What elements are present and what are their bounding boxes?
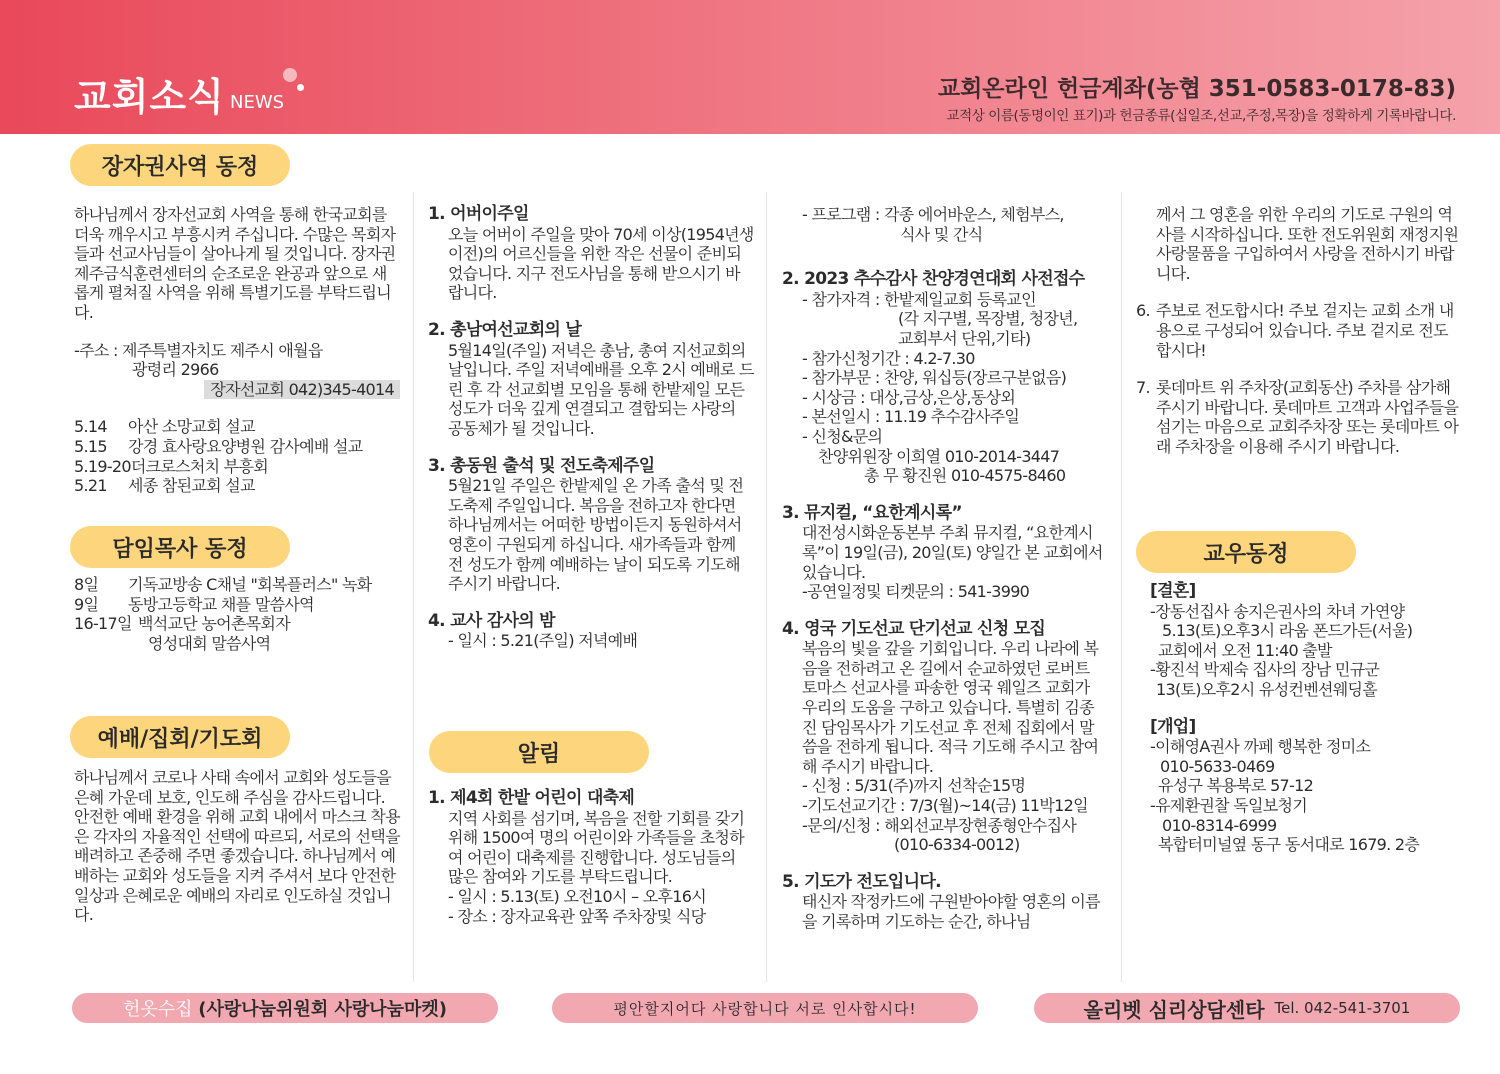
list-item: 유성구 복용북로 57-12 (1158, 776, 1314, 796)
footer-clothing-drive: 헌옷수집 (사랑나눔위원회 사랑나눔마켓) (72, 993, 498, 1023)
announcement-3-text: 대전성시화운동본부 주최 뮤지컬, “요한계시록”이 19일(금), 20일(토) 양일간 본 교회에서 있습니다. (802, 523, 1103, 582)
footer-counseling-center: 올리벳 심리상담센타 Tel. 042-541-3701 (1034, 993, 1460, 1023)
list-item: 5.13(토)오후3시 라움 폰드가든(서울) (1162, 621, 1413, 641)
list-item: 5.21 세종 참된교회 설교 (74, 476, 255, 496)
section-worship-heading: 예배/집회/기도회 (70, 716, 290, 758)
list-item: 8일 기독교방송 C채널 "회복플러스" 녹화 (74, 575, 372, 594)
column-3 (782, 205, 1108, 932)
list-item: 9일 동방고등학교 채플 말씀사역 (74, 594, 314, 614)
announcement-6-text: 주보로 전도합시다! 주보 겉지는 교회 소개 내용으로 구성되어 있습니다. 주보 겉지로 전도합시다! (1156, 301, 1454, 360)
list-item: 5.14 아산 소망교회 설교 (74, 417, 255, 437)
list-item: 교회에서 오전 11:40 출발 (1158, 640, 1332, 660)
notice-2-title: 2. 총남여선교회의 날 (428, 319, 582, 340)
footer-greeting: 평안할지어다 사랑합니다 서로 인사합시다! (552, 993, 978, 1023)
notice-4-title: 4. 교사 감사의 밤 (428, 610, 555, 631)
column-1 (74, 205, 400, 496)
announcement-4-title: 4. 영국 기도선교 단기선교 신청 모집 (782, 618, 1046, 639)
announcement-2-title: 2. 2023 추수감사 찬양경연대회 사전접수 (782, 269, 1085, 290)
announcement-2-line: - 신청&문의 (802, 426, 883, 446)
decor-dot-icon (283, 68, 297, 82)
announcement-1 (428, 789, 754, 926)
jangja-schedule (74, 417, 400, 495)
announcement-4-line: (010-6334-0012) (894, 835, 1020, 855)
list-item: -이해영A권사 까페 행복한 정미소 (1150, 737, 1371, 757)
members-news (1150, 582, 1470, 855)
list-item: 5.19-20 더크로스처치 부흥회 (74, 456, 269, 476)
announcement-2-line: 찬양위원장 이희열 010-2014-3447 (818, 446, 1060, 466)
announcement-2-line: - 참가신청기간 : 4.2-7.30 (802, 348, 975, 368)
wedding-heading: [결혼] (1150, 581, 1196, 601)
announcement-1-title: 1. 제4회 한밭 어린이 대축제 (428, 788, 635, 808)
page-title: 교회소식 (74, 75, 225, 119)
list-item: -장동선집사 송지은권사의 차녀 가연양 (1150, 601, 1405, 621)
jangja-address-cont: 광령리 2966 (132, 360, 219, 380)
column-2 (428, 205, 754, 651)
notice-2-text: 5월14일(주일) 저녁은 총남, 총여 지선교회의 날입니다. 주일 저녁예배를 오후 2시 예배로 드린 후 각 선교회별 모임을 통해 한밭제일 모든 성도가 더욱 깊게 연결되고 결합되는 사랑의 공동체가 될 것입니다. (448, 340, 754, 438)
opening-heading: [개업] (1150, 716, 1196, 737)
column-divider (413, 192, 414, 982)
notice-3-text: 5월21일 주일은 한밭제일 온 가족 출석 및 전도축제 주일입니다. 복음을 전하고자 한다면 하나님께서는 어떠한 방법이든지 동원하셔서 영혼이 구원되게 하십니다. 새가족들과 함께 전 성도가 함께 예배하는 날이 되도록 기도해 주시기 바랍니다. (448, 476, 744, 594)
list-item: 복합터미널옆 동구 동서대로 1679. 2층 (1158, 835, 1420, 855)
list-item: 16-17일 백석교단 농어촌목회자 (74, 614, 290, 634)
announcement-7: 7. 롯데마트 위 주차장(교회동산) 주차를 삼가해 주시기 바랍니다. 롯데마트 고객과 사업주들을 섬기는 마음으로 교회주차장 또는 롯데마트 아래 주차장을 이용해 주시기 바랍니다. (1136, 378, 1462, 456)
bank-account-title: 교회온라인 헌금계좌(농협 351-0583-0178-83) (937, 76, 1456, 102)
announcement-3-inquiry: -공연일정및 티켓문의 : 541-3990 (802, 582, 1030, 602)
announcement-4-line: - 신청 : 5/31(주)까지 선착순15명 (802, 776, 1026, 796)
worship-text-block (74, 768, 400, 925)
announcement-2-line: (각 지구별, 목장별, 청장년, (898, 309, 1078, 329)
announcement-2-line: - 시상금 : 대상,금상,은상,동상외 (802, 387, 1016, 407)
announcement-2-line: - 참가부문 : 찬양, 워십등(장르구분없음) (802, 368, 1067, 388)
announcement-7-text: 롯데마트 위 주차장(교회동산) 주차를 삼가해 주시기 바랍니다. 롯데마트 고객과 사업주들을 섬기는 마음으로 교회주차장 또는 롯데마트 아래 주차장을 이용해 주시기 바랍니다. (1156, 378, 1459, 456)
announcement-2-line: 총 무 황진원 010-4575-8460 (864, 466, 1066, 486)
list-item: -황진석 박제숙 집사의 장남 민규군 (1150, 660, 1380, 680)
worship-text: 하나님께서 코로나 사태 속에서 교회와 성도들을 은혜 가운데 보호, 인도해 주심을 감사드립니다. 안전한 예배 환경을 위해 교회 내에서 마스크 착용은 각자의 자율적인 선택에 따르되, 서로의 선택을 배려하고 존중해 주면 좋겠습니다. 하나님께서 예배하는 교회와 성도들을 지켜 주셔서 보다 안전한 일상과 은혜로운 예배의 자리로 인도하실 것입니다. (74, 768, 400, 925)
announcement-3-title: 3. 뮤지컬, “요한계시록” (782, 502, 962, 523)
notice-1-title: 1. 어버이주일 (428, 204, 529, 224)
notice-4-text: - 일시 : 5.21(주일) 저녁예배 (448, 631, 638, 651)
column-4 (1136, 205, 1462, 457)
pastor-schedule (74, 575, 404, 653)
bank-account-note: 교적상 이름(동명이인 표기)과 헌금종류(십일조,선교,주정,목장)을 정확하게 기록바랍니다. (946, 108, 1456, 124)
announcement-2-line: - 참가자격 : 한밭제일교회 등록교인 (802, 289, 1036, 309)
list-item: 010-5633-0469 (1160, 756, 1275, 776)
announcement-4-line: -문의/신청 : 해외선교부장현종형안수집사 (802, 815, 1077, 835)
decor-dot-small-icon (297, 84, 304, 91)
pastor-schedule-cont: 영성대회 말씀사역 (148, 633, 271, 653)
program-line-cont: 식사 및 간식 (900, 224, 983, 244)
announcement-5-cont: 께서 그 영혼을 위한 우리의 기도로 구원의 역사를 시작하십니다. 또한 전도위원회 재정지원 사랑물품을 구입하여서 사랑을 전하시기 바랍니다. (1156, 205, 1459, 283)
announcement-2-line: 교회부서 단위,기타) (898, 328, 1031, 348)
list-item: 010-8314-6999 (1162, 815, 1277, 835)
announcement-5-text: 태신자 작정카드에 구원받아야할 영혼의 이름을 기록하며 기도하는 순간, 하나님 (802, 892, 1100, 931)
page-subtitle: NEWS (230, 92, 285, 113)
list-item: 5.15 강경 효사랑요양병원 감사예배 설교 (74, 436, 363, 456)
notice-3-title: 3. 총동원 출석 및 전도축제주일 (428, 455, 655, 476)
announcement-4-text: 복음의 빛을 갚을 기회입니다. 우리 나라에 복음을 전하려고 온 길에서 순교하였던 로버트 토마스 선교사를 파송한 영국 웨일즈 교회가 우리의 도움을 구하고 있습니다. 특별히 김종진 담임목사가 기도선교 후 전체 집회에서 말씀을 전하게 됩니다. 적극 기도해 주시고 참여해 주시기 바랍니다. (802, 639, 1099, 776)
section-members-heading: 교우동정 (1136, 531, 1356, 573)
program-line: - 프로그램 : 각종 에어바운스, 체험부스, (802, 205, 1064, 224)
jangja-phone: 장자선교회 042)345-4014 (204, 380, 400, 400)
column-divider (1121, 192, 1122, 982)
announcement-5-title: 5. 기도가 전도입니다. (782, 871, 941, 892)
notice-1-text: 오늘 어버이 주일을 맞아 70세 이상(1954년생 이전)의 어르신들을 위한 작은 선물이 준비되었습니다. 지구 전도사님을 통해 받으시기 바랍니다. (448, 224, 754, 303)
column-divider (766, 192, 767, 982)
jangja-text: 하나님께서 장자선교회 사역을 통해 한국교회를 더욱 깨우시고 부흥시켜 주십니다. 수많은 목회자들과 선교사님들이 살아나게 될 것입니다. 장자권 제주금식훈련센터의 순조로운 완공과 앞으로 새롭게 펼쳐질 사역을 위해 특별기도를 부탁드립니다. (74, 205, 396, 322)
announcement-6: 6. 주보로 전도합시다! 주보 겉지는 교회 소개 내용으로 구성되어 있습니다. 주보 겉지로 전도합시다! (1136, 301, 1462, 360)
announcement-4-line: -기도선교기간 : 7/3(월)~14(금) 11박12일 (802, 796, 1088, 816)
section-jangja-heading: 장자권사역 동정 (70, 144, 290, 186)
announcement-1-date: - 일시 : 5.13(토) 오전10시 – 오후16시 (448, 886, 707, 906)
header-banner (0, 0, 1500, 134)
jangja-address: -주소 : 제주특별자치도 제주시 애월읍 (74, 340, 323, 360)
announcement-1-place: - 장소 : 장자교육관 앞쪽 주차장및 식당 (448, 906, 706, 926)
section-notice-heading: 알림 (429, 731, 649, 773)
list-item: -유제환권찰 독일보청기 (1150, 795, 1308, 815)
list-item: 13(토)오후2시 유성컨벤션웨딩홀 (1156, 679, 1377, 699)
announcement-2-line: - 본선일시 : 11.19 추수감사주일 (802, 407, 1020, 427)
announcement-1-text: 지역 사회를 섬기며, 복음을 전할 기회를 갖기 위해 1500여 명의 어린이와 가족들을 초청하여 어린이 대축제를 진행합니다. 성도님들의 많은 참여와 기도를 부탁드립니다. (448, 808, 745, 887)
section-pastor-heading: 담임목사 동정 (70, 526, 290, 568)
